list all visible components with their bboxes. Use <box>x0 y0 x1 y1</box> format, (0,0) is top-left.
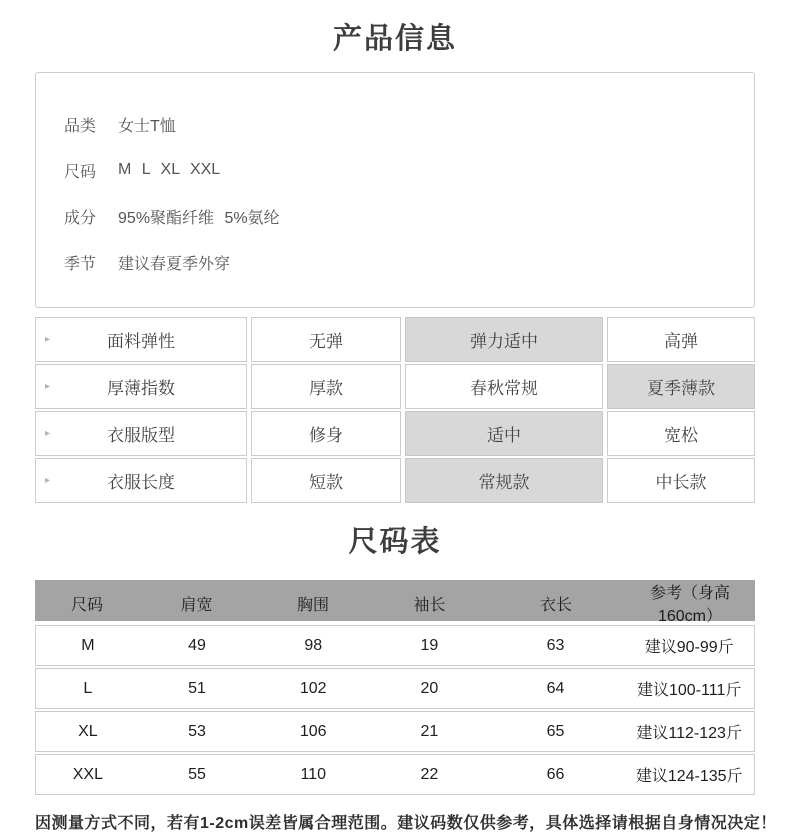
column-header: 衣长 <box>539 596 572 614</box>
triangle-right-icon: ▸ <box>45 380 51 392</box>
info-label: 季节 <box>64 255 97 273</box>
info-row-season <box>64 239 734 285</box>
column-header: 胸围 <box>296 596 329 614</box>
attr-option-cell: 夏季薄款 <box>607 364 755 409</box>
attr-option-cell: 短款 <box>251 458 401 503</box>
attr-option-cell: 厚款 <box>251 364 401 409</box>
size-cell: 55 <box>188 765 206 783</box>
attr-option-cell: 高弹 <box>607 317 755 362</box>
attr-label-text: 厚薄指数 <box>107 379 175 398</box>
table-row <box>35 711 755 752</box>
size-cell: 64 <box>546 679 565 697</box>
product-info-box <box>35 72 755 308</box>
size-cell: 53 <box>188 722 206 740</box>
size-cell: M <box>81 636 95 654</box>
info-value: 建议春夏季外穿 <box>118 255 231 273</box>
size-cell: 20 <box>420 679 439 697</box>
size-chart-header-row <box>35 580 755 625</box>
page-title: 产品信息 <box>332 23 457 55</box>
footer-note: 因测量方式不同，若有1-2cm误差皆属合理范围。建议码数仅供参考，具体选择请根据自身情况决定！ <box>35 815 777 832</box>
size-cell: 21 <box>420 722 439 740</box>
size-cell: 63 <box>546 636 565 654</box>
info-label: 成分 <box>64 209 97 227</box>
info-row-category <box>64 101 734 147</box>
size-chart-title: 尺码表 <box>348 526 442 558</box>
size-cell: XXL <box>72 765 103 783</box>
info-value: 女士T恤 <box>118 117 176 135</box>
table-row <box>35 754 755 795</box>
triangle-right-icon: ▸ <box>45 427 51 439</box>
size-cell: 49 <box>188 636 206 654</box>
size-cell: 建议112-123斤 <box>636 725 742 742</box>
attr-option-cell: 中长款 <box>607 458 755 503</box>
info-label: 尺码 <box>64 163 97 181</box>
attr-option-cell: 修身 <box>251 411 401 456</box>
info-value: 95%聚酯纤维 5%氨纶 <box>118 209 280 227</box>
triangle-right-icon: ▸ <box>45 333 51 345</box>
attr-row-label <box>35 458 247 503</box>
size-cell: 建议124-135斤 <box>635 768 743 785</box>
table-row <box>35 625 755 666</box>
info-value: M L XL XXL <box>118 161 221 178</box>
attr-option-cell: 弹力适中 <box>405 317 603 362</box>
size-cell: L <box>83 679 93 697</box>
size-cell: 19 <box>420 636 439 654</box>
size-cell: 110 <box>300 765 326 783</box>
size-chart-table <box>35 580 755 795</box>
attr-label-text: 衣服版型 <box>107 426 175 445</box>
column-header: 参考（身高160cm） <box>649 585 730 625</box>
info-row-composition <box>64 193 734 239</box>
attr-option-cell: 春秋常规 <box>405 364 603 409</box>
attr-row-label <box>35 411 247 456</box>
info-label: 品类 <box>64 117 97 135</box>
size-cell: 106 <box>299 722 327 740</box>
attr-label-text: 面料弹性 <box>107 332 175 351</box>
attr-option-cell: 常规款 <box>405 458 603 503</box>
column-header: 肩宽 <box>180 596 213 614</box>
size-cell: 66 <box>546 765 565 783</box>
column-header: 袖长 <box>413 596 446 614</box>
size-cell: 22 <box>420 765 439 783</box>
size-cell: 98 <box>304 636 323 654</box>
product-detail-page <box>35 0 777 833</box>
attr-option-cell: 适中 <box>405 411 603 456</box>
attr-row-label <box>35 364 247 409</box>
attr-option-cell: 无弹 <box>251 317 401 362</box>
attr-row-label <box>35 317 247 362</box>
size-cell: XL <box>78 722 98 740</box>
triangle-right-icon: ▸ <box>45 474 51 486</box>
table-row <box>35 668 755 709</box>
info-row-sizes <box>64 147 734 193</box>
size-cell: 102 <box>299 679 327 697</box>
attr-option-cell: 宽松 <box>607 411 755 456</box>
attribute-table <box>35 317 755 503</box>
column-header: 尺码 <box>70 596 103 614</box>
size-cell: 65 <box>546 722 565 740</box>
size-cell: 51 <box>188 679 206 697</box>
size-cell: 建议90-99斤 <box>644 639 734 656</box>
attr-label-text: 衣服长度 <box>107 473 175 492</box>
size-cell: 建议100-111斤 <box>637 682 742 699</box>
